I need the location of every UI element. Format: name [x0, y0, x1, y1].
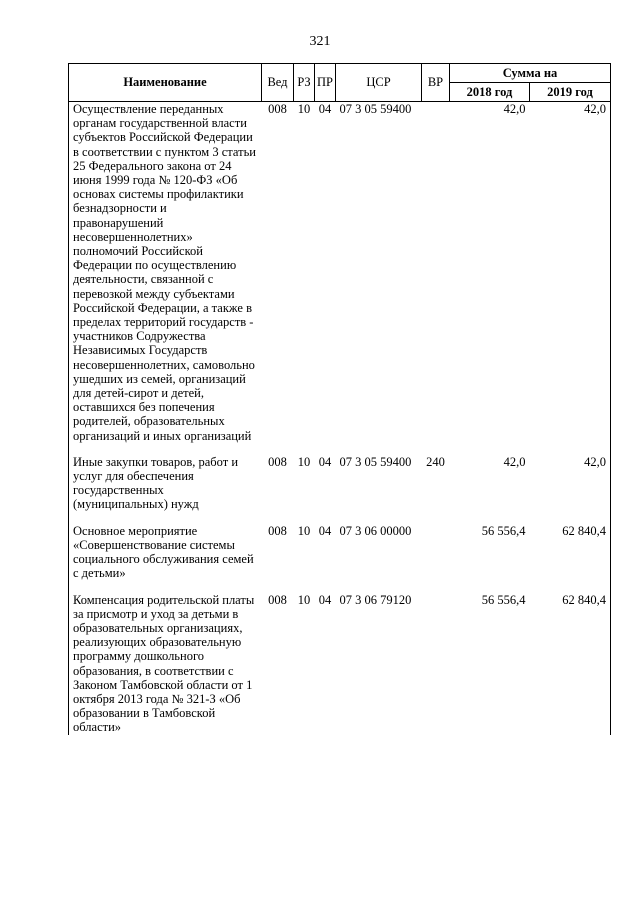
row-ved: 008 [268, 102, 287, 116]
header-sum: Сумма на [450, 64, 611, 83]
row-sum-2018: 42,0 [503, 102, 526, 116]
row-rz: 10 [297, 102, 311, 116]
header-csr: ЦСР [336, 64, 422, 102]
row-pr: 04 [318, 592, 332, 607]
row-sum-2019: 42,0 [530, 102, 611, 455]
row-ved: 008 [268, 523, 287, 538]
table-row [69, 455, 611, 524]
row-sum-2018: 42,0 [503, 454, 526, 469]
table-body [69, 102, 611, 735]
table-row [69, 102, 611, 455]
header-name: Наименование [69, 64, 262, 102]
table-row [69, 593, 611, 735]
row-vr [422, 593, 450, 735]
table-header [69, 64, 611, 102]
row-pr: 04 [318, 454, 332, 469]
row-sum-2019: 62 840,4 [530, 593, 611, 735]
row-rz: 10 [297, 523, 311, 538]
row-csr: 07 3 05 59400 [339, 454, 412, 469]
page-number: 321 [309, 34, 331, 49]
budget-table [68, 63, 611, 735]
row-sum-2019: 62 840,4 [530, 524, 611, 593]
row-sum-2018: 56 556,4 [481, 592, 526, 607]
header-rz: РЗ [294, 64, 315, 102]
row-name: Осуществление переданных органам государственной власти субъектов Российской Федерации в соответствии с пунктом 3 статьи 25 Федерального закона от 24 июня 1999 года № 120-ФЗ «Об основах системы профилактики безнадзорности и правонарушений несовершеннолетних» полномочий Российской Федерации по осуществлению деятельности, связанной с перевозкой между субъектами Российской Федерации, а также в пределах территорий государств - участников Содружества Независимых Государств несовершеннолетних, самовольно ушедших из семей, организаций для детей-сирот и детей, оставшихся без попечения родителей, образовательных организаций и иных организаций [69, 102, 262, 455]
row-ved: 008 [268, 454, 287, 469]
row-name: Основное мероприятие «Совершенствование системы социального обслуживания семей с детьми» [69, 524, 262, 593]
header-vr: ВР [422, 64, 450, 102]
table-row [69, 524, 611, 593]
header-year-2018: 2018 год [450, 83, 530, 102]
row-rz: 10 [297, 454, 311, 469]
row-sum-2018: 56 556,4 [481, 523, 526, 538]
header-pr: ПР [315, 64, 336, 102]
row-pr: 04 [318, 102, 332, 116]
row-vr [422, 102, 450, 455]
row-csr: 07 3 06 00000 [339, 523, 412, 538]
row-name: Компенсация родительской платы за присмотр и уход за детьми в образовательных организациях, реализующих образовательную программу дошкольного образования, в соответствии с Законом Тамбовской области от 1 октября 2013 года № 321-З «Об образовании в Тамбовской области» [69, 593, 262, 735]
header-ved: Вед [262, 64, 294, 102]
row-vr: 240 [426, 454, 445, 469]
row-pr: 04 [318, 523, 332, 538]
row-sum-2019: 42,0 [530, 455, 611, 524]
row-rz: 10 [297, 592, 311, 607]
row-name: Иные закупки товаров, работ и услуг для обеспечения государственных (муниципальных) нужд [69, 455, 262, 524]
row-ved: 008 [268, 592, 287, 607]
row-vr [422, 524, 450, 593]
row-csr: 07 3 05 59400 [339, 102, 412, 116]
header-year-2019: 2019 год [530, 83, 611, 102]
row-csr: 07 3 06 79120 [339, 592, 412, 607]
